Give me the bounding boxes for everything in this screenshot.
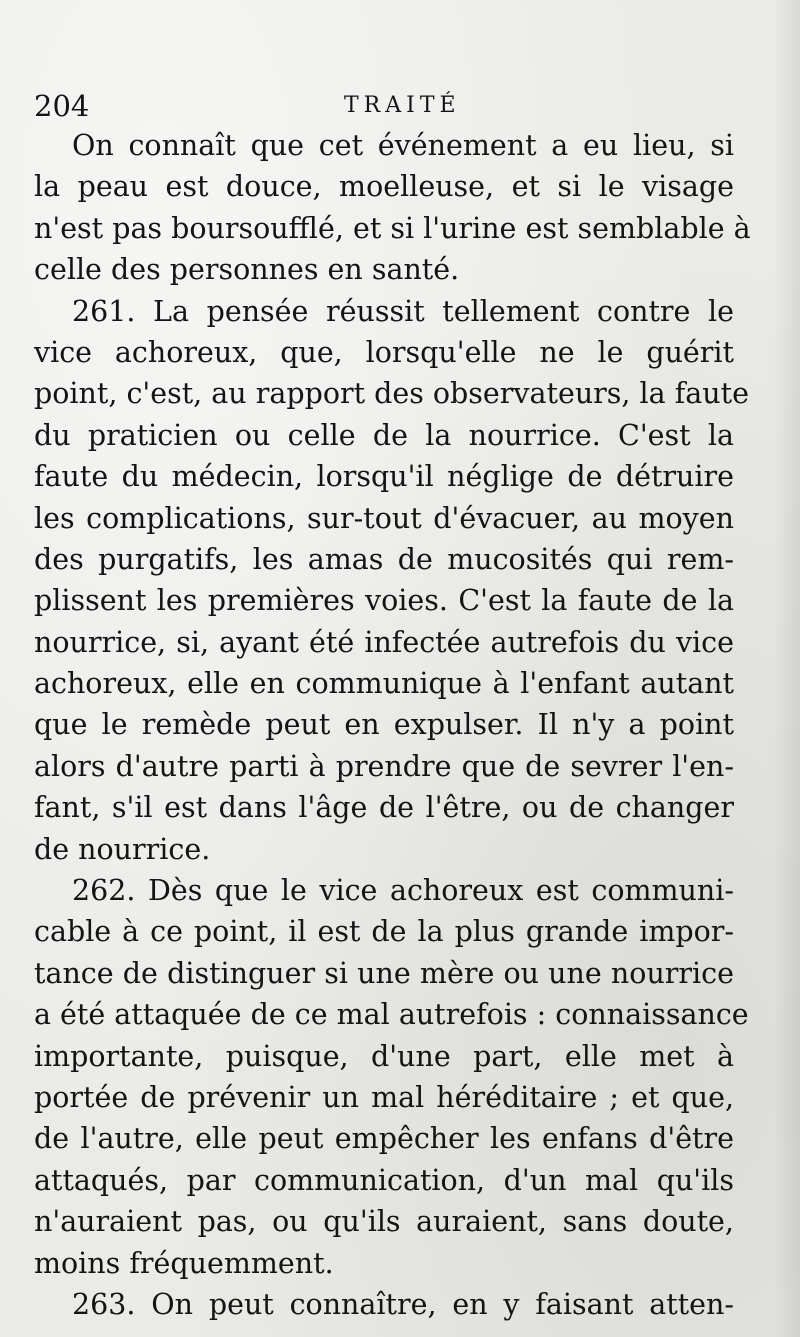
running-title: TRAITÉ [344, 93, 461, 118]
text-line: attaqués, par communication, d'un mal qu'ils [34, 1163, 734, 1197]
text-line: faute du médecin, lorsqu'il néglige de détruire [34, 460, 734, 494]
text-line: nourrice, si, ayant été infectée autrefois du vice [34, 625, 734, 659]
text-line: n'auraient pas, ou qu'ils auraient, sans doute, [34, 1205, 734, 1239]
page-gutter-shadow [774, 0, 800, 1337]
body-text [34, 125, 751, 1325]
text-line: les complications, sur-tout d'évacuer, au moyen [34, 501, 734, 535]
text-line: celle des personnes en santé. [34, 253, 460, 287]
page-number: 204 [34, 89, 90, 123]
text-line: alors d'autre parti à prendre que de sevrer l'en- [34, 749, 734, 783]
text-line: que le remède peut en expulser. Il n'y a point [34, 708, 734, 742]
text-line: de l'autre, elle peut empêcher les enfans d'être [34, 1122, 734, 1156]
text-line: n'est pas boursoufflé, et si l'urine est semblable à [34, 211, 751, 245]
text-line: point, c'est, au rapport des observateurs, la faute [34, 377, 749, 411]
text-line: cable à ce point, il est de la plus grande impor- [34, 915, 734, 949]
text-line: 262. Dès que le vice achoreux est communi- [72, 874, 734, 908]
text-line: la peau est douce, moelleuse, et si le visage [34, 170, 734, 204]
text-line: moins fréquemment. [34, 1246, 334, 1280]
running-head [34, 86, 734, 126]
text-line: tance de distinguer si une mère ou une nourrice [34, 956, 734, 990]
text-line: du praticien ou celle de la nourrice. C'est la [34, 418, 734, 452]
text-line: 263. On peut connaître, en y faisant atten- [72, 1287, 734, 1321]
text-line: importante, puisque, d'une part, elle met à [34, 1039, 734, 1073]
text-line: a été attaquée de ce mal autrefois : connaissance [34, 998, 749, 1032]
text-line: de nourrice. [34, 832, 211, 866]
text-line: portée de prévenir un mal héréditaire ; et que, [34, 1080, 734, 1114]
text-line: 261. La pensée réussit tellement contre le [72, 294, 734, 328]
text-line: On connaît que cet événement a eu lieu, si [72, 129, 734, 162]
text-line: achoreux, elle en communique à l'enfant autant [34, 667, 734, 701]
text-line: plissent les premières voies. C'est la faute de la [34, 584, 734, 618]
text-line: fant, s'il est dans l'âge de l'être, ou de changer [34, 791, 734, 825]
text-line: des purgatifs, les amas de mucosités qui rem- [34, 542, 734, 576]
text-line: vice achoreux, que, lorsqu'elle ne le guérit [34, 335, 734, 369]
